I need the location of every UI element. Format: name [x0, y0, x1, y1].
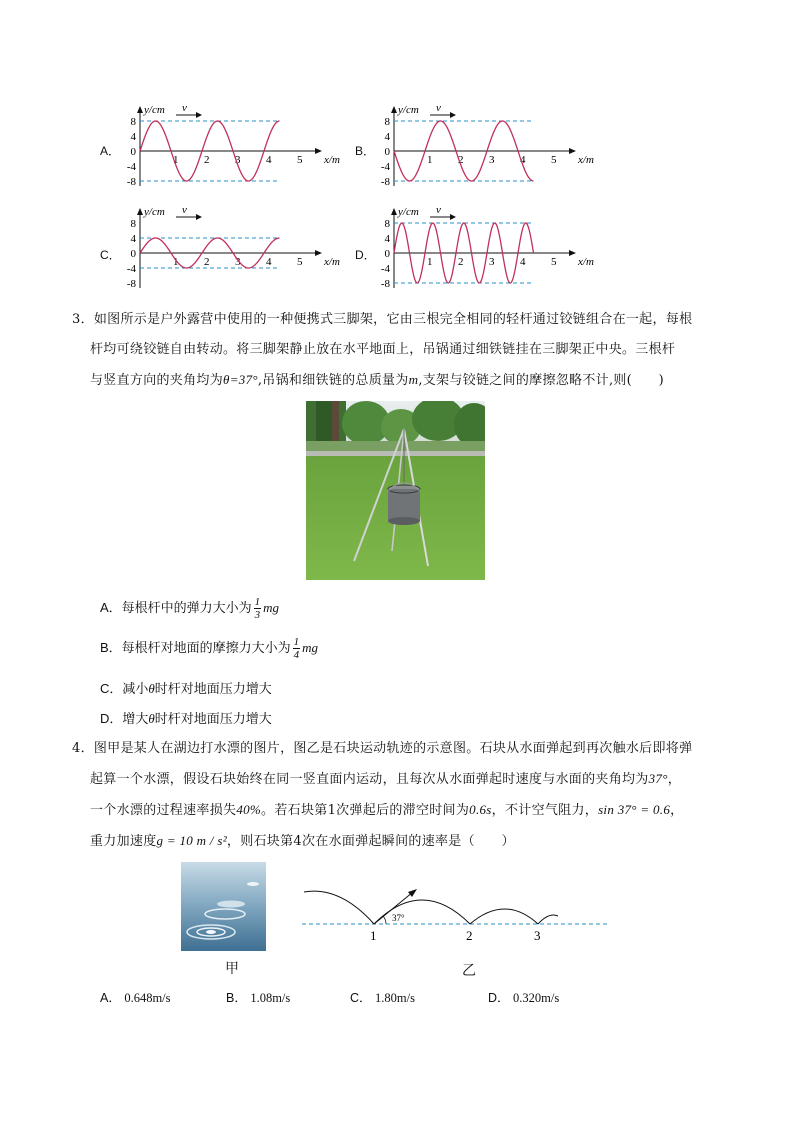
q4-option-c[interactable]	[350, 988, 415, 1006]
x-tick-label: 2	[204, 256, 210, 268]
y-tick-label: 8	[130, 116, 136, 128]
velocity-label: v	[182, 102, 187, 114]
q4-sin: sin 37° = 0.6	[598, 802, 671, 817]
velocity-arrowhead	[196, 112, 202, 118]
q4-option-c-value: 1.80m/s	[375, 991, 415, 1005]
y-tick-label: -4	[380, 263, 390, 275]
y-axis-label: y/cm	[144, 104, 165, 116]
q3-option-a-mg: mg	[263, 599, 280, 615]
y-tick-label: -4	[126, 263, 136, 275]
y-tick-label: -8	[126, 176, 136, 188]
q4-text-1: 图甲是某人在湖边打水漂的图片，图乙是石块运动轨迹的示意图。石块从水面弹起到再次触水后即将弹	[93, 741, 693, 756]
q4-line-3	[72, 795, 732, 826]
q4-option-d-value: 0.320m/s	[513, 991, 560, 1005]
y-tick-label: 4	[130, 131, 136, 143]
y-tick-label: 4	[384, 233, 390, 245]
velocity-label: v	[182, 204, 187, 216]
x-tick-label: 4	[266, 256, 272, 268]
q4-line-4	[72, 826, 732, 857]
q3-option-b-text: B．每根杆对地面的摩擦力大小为	[100, 639, 291, 655]
option-letter-d: D．	[355, 248, 376, 262]
question-4	[72, 734, 732, 857]
x-tick-label: 3	[235, 154, 241, 166]
q4-text-2a: 起算一个水漂，假设石块始终在同一竖直面内运动，且每次从水面弹起时速度与水面的夹角均为	[90, 772, 649, 787]
trajectory-arc-0	[304, 891, 374, 924]
x-tick-label: 2	[204, 154, 210, 166]
x-tick-label: 3	[489, 256, 495, 268]
x-tick-label: 5	[297, 154, 303, 166]
point-3-label: 3	[534, 928, 541, 943]
trajectory-arc-2	[470, 909, 538, 924]
wave-graph-b	[372, 100, 604, 192]
x-tick-label: 4	[520, 154, 526, 166]
y-tick-label: 4	[384, 131, 390, 143]
q3-option-c-theta: θ	[148, 681, 155, 696]
option-letter-a: A．	[100, 144, 121, 158]
option-letter-b: B．	[355, 144, 376, 158]
q4-text-3b: 。若石块第	[261, 803, 328, 818]
q3-text-1: 如图所示是户外露营中使用的一种便携式三脚架，它由三根完全相同的轻杆通过铰链组合在一起，每根	[93, 312, 693, 327]
velocity-arrowhead	[196, 214, 202, 220]
q3-text-3b: ,吊锅和细铁链的总质量为	[257, 373, 409, 388]
q4-option-a-value: 0.648m/s	[124, 991, 171, 1005]
y-axis-arrow	[137, 208, 143, 215]
q4-text-3a: 一个水漂的过程速率损失	[90, 803, 237, 818]
y-tick-label: 0	[130, 248, 136, 260]
q4-gravity: g = 10 m / s²	[156, 833, 227, 848]
y-tick-label: 8	[384, 116, 390, 128]
velocity-arrowhead	[450, 112, 456, 118]
x-tick-label: 1	[427, 154, 433, 166]
wave-graph-c	[118, 202, 350, 294]
fraction-one-third: $\frac{1}{3}$	[254, 596, 261, 621]
q3-text-2: 杆均可绕铰链自由转动。将三脚架静止放在水平地面上，吊锅通过细铁链挂在三脚架正中央。三根杆	[90, 342, 676, 357]
x-tick-label: 2	[458, 154, 464, 166]
q3-text-3c: ,支架与铰链之间的摩擦忽略不计,则( )	[418, 373, 665, 388]
y-tick-label: 0	[384, 146, 390, 158]
q4-option-d-letter: D．	[488, 991, 510, 1005]
q3-option-c-post: 时杆对地面压力增大	[154, 681, 272, 696]
y-axis-label: y/cm	[398, 206, 419, 218]
q4-line-2	[72, 764, 732, 795]
q3-option-b-mg: mg	[302, 639, 319, 655]
q4-option-b-letter: B．	[226, 991, 247, 1005]
q4-number: 4．	[72, 741, 94, 756]
y-tick-label: 0	[384, 248, 390, 260]
q3-option-d-post: 时杆对地面压力增大	[154, 711, 272, 726]
x-axis-arrow	[315, 250, 322, 256]
velocity-arrowhead	[450, 214, 456, 220]
x-axis-label: x/m	[578, 154, 594, 166]
point-2-label: 2	[466, 928, 473, 943]
q4-n4: 4	[293, 834, 302, 849]
tripod-photo	[306, 401, 485, 580]
x-axis-label: x/m	[324, 154, 340, 166]
y-tick-label: 0	[130, 146, 136, 158]
x-tick-label: 5	[551, 256, 557, 268]
caption-yi: 乙	[462, 963, 476, 979]
q3-theta: θ=37°	[223, 372, 258, 387]
y-axis-label: y/cm	[398, 104, 419, 116]
point-1-label: 1	[370, 928, 377, 943]
q4-text-4c: 次在水面弹起瞬间的速率是（ ）	[302, 834, 515, 849]
q3-option-d[interactable]	[100, 708, 272, 727]
velocity-label: v	[436, 204, 441, 216]
q4-option-c-letter: C．	[350, 991, 372, 1005]
velocity-arrowhead	[408, 889, 417, 897]
y-tick-label: -4	[126, 161, 136, 173]
x-axis-label: x/m	[578, 256, 594, 268]
q4-text-4b: ，则石块第	[226, 834, 294, 849]
x-tick-label: 5	[297, 256, 303, 268]
fraction-one-quarter: $\frac{1}{4}$	[293, 636, 300, 661]
q4-text-3d: ，不计空气阻力，	[491, 803, 599, 818]
q4-option-a-letter: A．	[100, 991, 121, 1005]
y-axis-label: y/cm	[144, 206, 165, 218]
y-tick-label: -8	[380, 278, 390, 290]
x-axis-arrow	[569, 250, 576, 256]
question-3	[72, 305, 732, 396]
x-tick-label: 4	[520, 256, 526, 268]
q3-option-c[interactable]	[100, 678, 272, 697]
q3-option-b[interactable]	[100, 636, 318, 661]
x-tick-label: 4	[266, 154, 272, 166]
q4-text-2b: ，	[667, 772, 682, 787]
caption-jia: 甲	[225, 961, 239, 977]
x-axis-arrow	[569, 148, 576, 154]
q3-mass: m	[408, 372, 419, 387]
y-tick-label: -4	[380, 161, 390, 173]
q3-line-1	[72, 305, 732, 335]
y-tick-label: 8	[384, 218, 390, 230]
q3-option-d-pre: D．增大	[100, 711, 149, 726]
q4-angle: 37°	[648, 771, 668, 786]
q4-text-3e: ，	[670, 803, 684, 818]
y-axis-arrow	[137, 106, 143, 113]
q3-line-3	[72, 365, 732, 396]
x-tick-label: 1	[427, 256, 433, 268]
q3-option-d-theta: θ	[148, 711, 155, 726]
trajectory-arc-3	[538, 915, 558, 924]
q4-percent: 40%	[236, 802, 262, 817]
x-tick-label: 1	[173, 154, 179, 166]
q3-option-a-text: A．每根杆中的弹力大小为	[100, 599, 252, 615]
q4-time: 0.6s	[469, 802, 492, 817]
q3-option-c-pre: C．减小	[100, 681, 149, 696]
q4-option-d[interactable]	[488, 988, 559, 1006]
angle-label: 37°	[392, 913, 405, 923]
q4-n1: 1	[327, 803, 337, 818]
x-tick-label: 2	[458, 256, 464, 268]
stone-skipping-photo	[181, 862, 266, 951]
q4-text-3c: 次弹起后的滞空时间为	[336, 803, 470, 818]
x-tick-label: 1	[173, 256, 179, 268]
q3-option-a[interactable]	[100, 596, 279, 621]
y-tick-label: 4	[130, 233, 136, 245]
velocity-label: v	[436, 102, 441, 114]
x-axis-label: x/m	[324, 256, 340, 268]
x-axis-arrow	[315, 148, 322, 154]
q3-number: 3．	[72, 312, 94, 327]
angle-arc	[383, 916, 386, 924]
x-tick-label: 3	[489, 154, 495, 166]
q3-text-3a: 与竖直方向的夹角均为	[90, 373, 224, 388]
y-tick-label: -8	[126, 278, 136, 290]
y-tick-label: -8	[380, 176, 390, 188]
trajectory-diagram	[300, 880, 610, 945]
y-tick-label: 8	[130, 218, 136, 230]
option-letter-c: C．	[100, 248, 121, 262]
y-axis-arrow	[391, 106, 397, 113]
q4-option-a[interactable]	[100, 988, 171, 1006]
wave-graph-a	[118, 100, 350, 192]
y-axis-arrow	[391, 208, 397, 215]
x-tick-label: 3	[235, 256, 241, 268]
q3-line-2	[72, 335, 732, 365]
x-tick-label: 5	[551, 154, 557, 166]
q4-option-b[interactable]	[226, 988, 290, 1006]
q4-option-b-value: 1.08m/s	[250, 991, 291, 1005]
wave-graph-d	[372, 202, 604, 294]
q4-line-1	[72, 734, 732, 764]
q4-text-4a: 重力加速度	[90, 834, 157, 849]
